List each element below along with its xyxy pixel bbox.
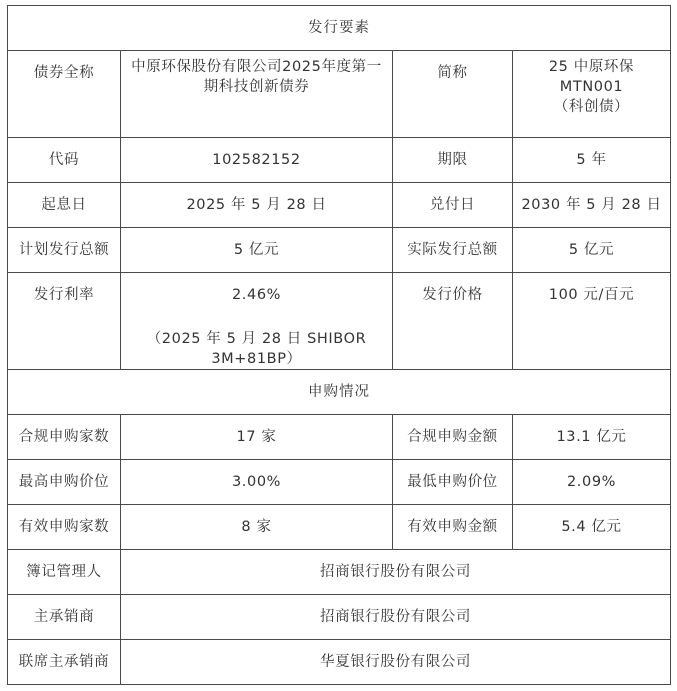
section-title-subscription: 申购情况 [8,370,671,415]
highest-price-value: 3.00% [121,460,393,505]
compliant-count-label: 合规申购家数 [8,415,121,460]
planned-amount-value: 5 亿元 [121,228,393,273]
lowest-price-label: 最低申购价位 [393,460,513,505]
valid-amount-value: 5.4 亿元 [513,505,671,550]
term-value: 5 年 [513,138,671,183]
issuance-table [7,5,671,685]
table-row-lead-underwriter [8,595,671,640]
short-name-line-1: 25 中原环保 MTN001 [548,59,635,95]
rate-spacer [125,305,388,329]
highest-price-label: 最高申购价位 [8,460,121,505]
code-value: 102582152 [121,138,393,183]
actual-amount-value: 5 亿元 [513,228,671,273]
compliant-amount-value: 13.1 亿元 [513,415,671,460]
term-label: 期限 [393,138,513,183]
full-name-line-2: 期科技创新债券 [203,79,310,95]
short-name-label: 简称 [393,51,513,138]
value-date-value: 2025 年 5 月 28 日 [121,183,393,228]
rate-figure: 2.46% [231,287,282,303]
code-label: 代码 [8,138,121,183]
table-row-price-range [8,460,671,505]
table-row-full-name [8,51,671,138]
short-name-value [513,51,671,138]
value-date-label: 起息日 [8,183,121,228]
rate-note: （2025 年 5 月 28 日 SHIBOR 3M+81BP） [146,331,367,367]
bookrunner-label: 簿记管理人 [8,550,121,595]
bookrunner-value: 招商银行股份有限公司 [121,550,671,595]
compliant-count-value: 17 家 [121,415,393,460]
table-row-compliant [8,415,671,460]
payment-date-label: 兑付日 [393,183,513,228]
section-row-issuance [8,6,671,51]
valid-count-value: 8 家 [121,505,393,550]
price-value: 100 元/百元 [513,273,671,370]
table-row-bookrunner [8,550,671,595]
joint-lead-value: 华夏银行股份有限公司 [121,640,671,685]
table-row-valid [8,505,671,550]
lead-underwriter-value: 招商银行股份有限公司 [121,595,671,640]
valid-count-label: 有效申购家数 [8,505,121,550]
joint-lead-label: 联席主承销商 [8,640,121,685]
short-name-line-2: （科创债） [553,99,630,115]
section-row-subscription [8,370,671,415]
actual-amount-label: 实际发行总额 [393,228,513,273]
section-title-issuance: 发行要素 [8,6,671,51]
planned-amount-label: 计划发行总额 [8,228,121,273]
lead-underwriter-label: 主承销商 [8,595,121,640]
lowest-price-value: 2.09% [513,460,671,505]
price-label: 发行价格 [393,273,513,370]
rate-label: 发行利率 [8,273,121,370]
rate-value [121,273,393,370]
table-row-amounts [8,228,671,273]
full-name-value [121,51,393,138]
table-row-dates [8,183,671,228]
payment-date-value: 2030 年 5 月 28 日 [513,183,671,228]
full-name-line-1: 中原环保股份有限公司2025年度第一 [131,59,382,75]
table-row-joint-lead [8,640,671,685]
compliant-amount-label: 合规申购金额 [393,415,513,460]
table-row-rate [8,273,671,370]
table-row-code [8,138,671,183]
full-name-label: 债券全称 [8,51,121,138]
valid-amount-label: 有效申购金额 [393,505,513,550]
